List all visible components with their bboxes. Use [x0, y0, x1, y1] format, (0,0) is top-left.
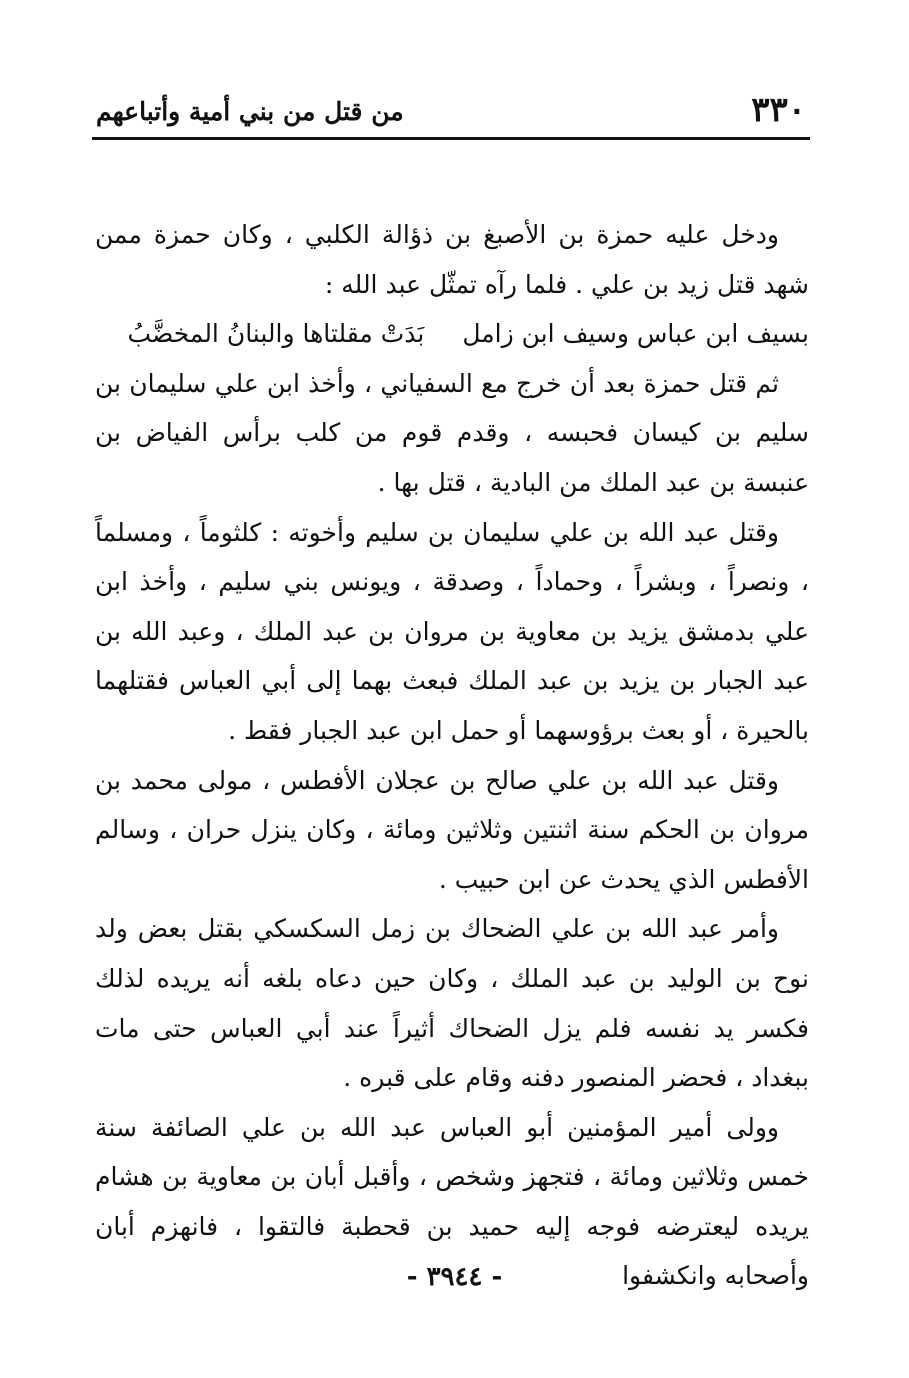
page-header: [92, 84, 810, 136]
verse-second-hemistich: بَدَتْ مقلتاها والبنانُ المخضَّبُ: [127, 319, 425, 349]
paragraph-6: وولى أمير المؤمنين أبو العباس عبد الله بن علي الصائفة سنة خمس وثلاثين ومائة ، فتجهز وشخص ، وأقبل أبان بن معاوية بن هشام يريده ليعترضه فوجه إليه حميد بن قحطبة فالتقوا ، فانهزم أبان وأصحابه وانكشفوا: [95, 1112, 809, 1291]
page-footer: [0, 1262, 909, 1292]
running-title: من قتل من بني أمية وأتباعهم: [96, 97, 404, 126]
paragraph-5: وأمر عبد الله بن علي الضحاك بن زمل السكسكي بقتل بعض ولد نوح بن الوليد بن عبد الملك ، وكان حين دعاه بلغه أنه يريده لذلك فكسر يد نفسه فلم يزل الضحاك أثيراً عند أبي العباس حتى مات ببغداد ، فحضر المنصور دفنه وقام على قبره .: [95, 914, 809, 1093]
folio-number: - ٣٩٤٤ -: [406, 1262, 503, 1292]
paragraph-1: ودخل عليه حمزة بن الأصبغ بن ذؤالة الكلبي ، وكان حمزة ممن شهد قتل زيد بن علي . فلما رآه تمثّل عبد الله :: [95, 220, 809, 299]
paragraph-3: وقتل عبد الله بن علي سليمان بن سليم وأخوته : كلثوماً ، ومسلماً ، ونصراً ، وبشراً ، وحماداً ، وصدقة ، ويونس بني سليم ، وأخذ ابن علي بدمشق يزيد بن معاوية بن مروان بن عبد الملك ، وعبد الله بن عبد الجبار بن يزيد بن عبد الملك فبعث بهما إلى أبي العباس فقتلهما بالحيرة ، أو بعث برؤوسهما أو حمل ابن عبد الجبار فقط .: [95, 517, 809, 745]
poem-verse: [95, 309, 809, 359]
page-number: ٣٣٠: [751, 90, 806, 130]
paragraph-2: ثم قتل حمزة بعد أن خرج مع السفياني ، وأخذ ابن علي سليمان بن سليم بن كيسان فحبسه ، وقدم قوم من كلب برأس الفياض بن عنبسة بن عبد الملك من البادية ، قتل بها .: [95, 368, 809, 497]
paragraph-4: وقتل عبد الله بن علي صالح بن عجلان الأفطس ، مولى محمد بن مروان بن الحكم سنة اثنتين وثلاثين ومائة ، وكان ينزل حران ، وسالم الأفطس الذي يحدث عن ابن حبيب .: [95, 765, 809, 894]
verse-first-hemistich: بسيف ابن عباس وسيف ابن زامل: [462, 319, 809, 349]
header-rule: [92, 137, 810, 140]
main-text: [95, 210, 809, 1301]
